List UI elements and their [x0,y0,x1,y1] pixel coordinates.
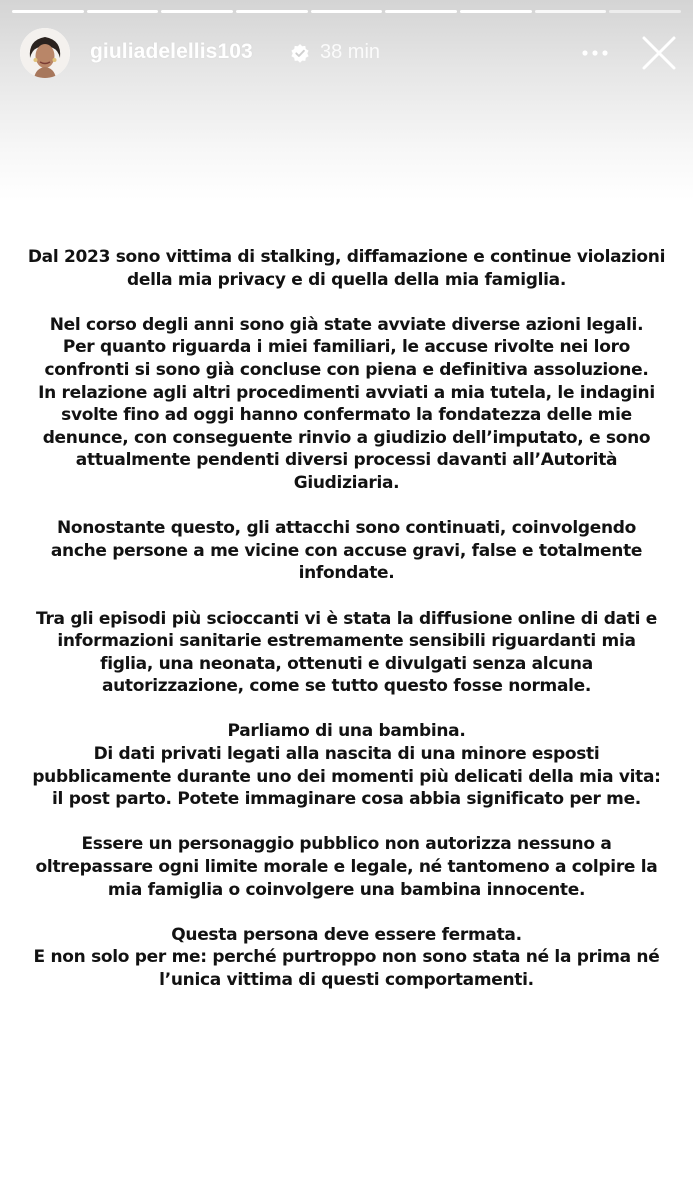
text-line: confronti si sono già concluse con piena e definitiva assoluzione. [44,359,649,380]
progress-segment [311,10,383,13]
text-line: Parliamo di una bambina. [227,721,466,742]
avatar-image [20,28,70,78]
text-line: Dal 2023 sono vittima di stalking, diffamazione e continue violazioni [27,247,666,267]
paragraph [24,833,669,901]
text-line: informazioni sanitarie estremamente sensibili riguardanti mia [57,631,636,652]
text-line: Per quanto riguarda i miei familiari, le accuse rivolte nei loro [62,337,631,358]
avatar[interactable] [20,28,70,78]
text-line: oltrepassare ogni limite morale e legale, né tantomeno a colpire la [35,857,658,878]
text-line: figlia, una neonata, ottenuti e divulgati senza alcuna [100,653,593,674]
close-icon [640,34,678,72]
text-line: Nel corso degli anni sono già state avviate diverse azioni legali. [49,314,644,335]
text-line: della mia privacy e di quella della mia famiglia. [126,269,567,290]
text-line: mia famiglia o coinvolgere una bambina innocente. [107,879,586,900]
paragraph [24,608,669,698]
paragraph [24,246,669,291]
text-line: infondate. [298,563,395,584]
more-options-button[interactable] [575,38,615,68]
paragraph [24,517,669,585]
text-line: attualmente pendenti diversi processi davanti all’Autorità [75,450,618,471]
text-line: Giudiziaria. [293,472,400,493]
paragraph [24,924,669,992]
text-line: Nonostante questo, gli attacchi sono continuati, coinvolgendo [56,518,637,539]
story-timestamp: 38 min [320,41,381,63]
close-button[interactable] [640,34,678,72]
text-line: denunce, con conseguente rinvio a giudizio dell’imputato, e sono [42,427,651,448]
progress-segment [12,10,84,13]
story-header [20,28,680,78]
text-line: E non solo per me: perché purtroppo non sono stata né la prima né [33,947,660,968]
progress-segment [161,10,233,13]
paragraph [24,314,669,495]
progress-segment [460,10,532,13]
progress-segment [236,10,308,13]
text-line: In relazione agli altri procedimenti avviati a mia tutela, le indagini [38,382,655,403]
paragraph [24,720,669,810]
text-line: il post parto. Potete immaginare cosa abbia significato per me. [52,789,641,810]
more-dots-icon [582,50,608,56]
progress-segment [609,10,681,13]
story-text [24,246,669,992]
text-line: pubblicamente durante uno dei momenti più delicati della mia vita: [32,766,661,787]
text-line: anche persone a me vicine con accuse gravi, false e totalmente [50,540,643,561]
progress-segment [385,10,457,13]
progress-segment-current [535,10,607,13]
username[interactable]: giuliadelellis103 [90,40,253,63]
text-line: Essere un personaggio pubblico non autorizza nessuno a [81,834,612,855]
text-line: autorizzazione, come se tutto questo fosse normale. [101,676,592,697]
text-line: Tra gli episodi più scioccanti vi è stata la diffusione online di dati e [36,608,657,629]
verified-badge-icon [290,43,310,63]
text-line: l’unica vittima di questi comportamenti. [159,970,534,990]
text-line: svolte fino ad oggi hanno confermato la fondatezza delle mie [61,405,632,426]
story-progress-bar [12,10,681,13]
text-line: Questa persona deve essere fermata. [171,924,522,945]
progress-segment [87,10,159,13]
text-line: Di dati privati legati alla nascita di una minore esposti [93,744,600,765]
